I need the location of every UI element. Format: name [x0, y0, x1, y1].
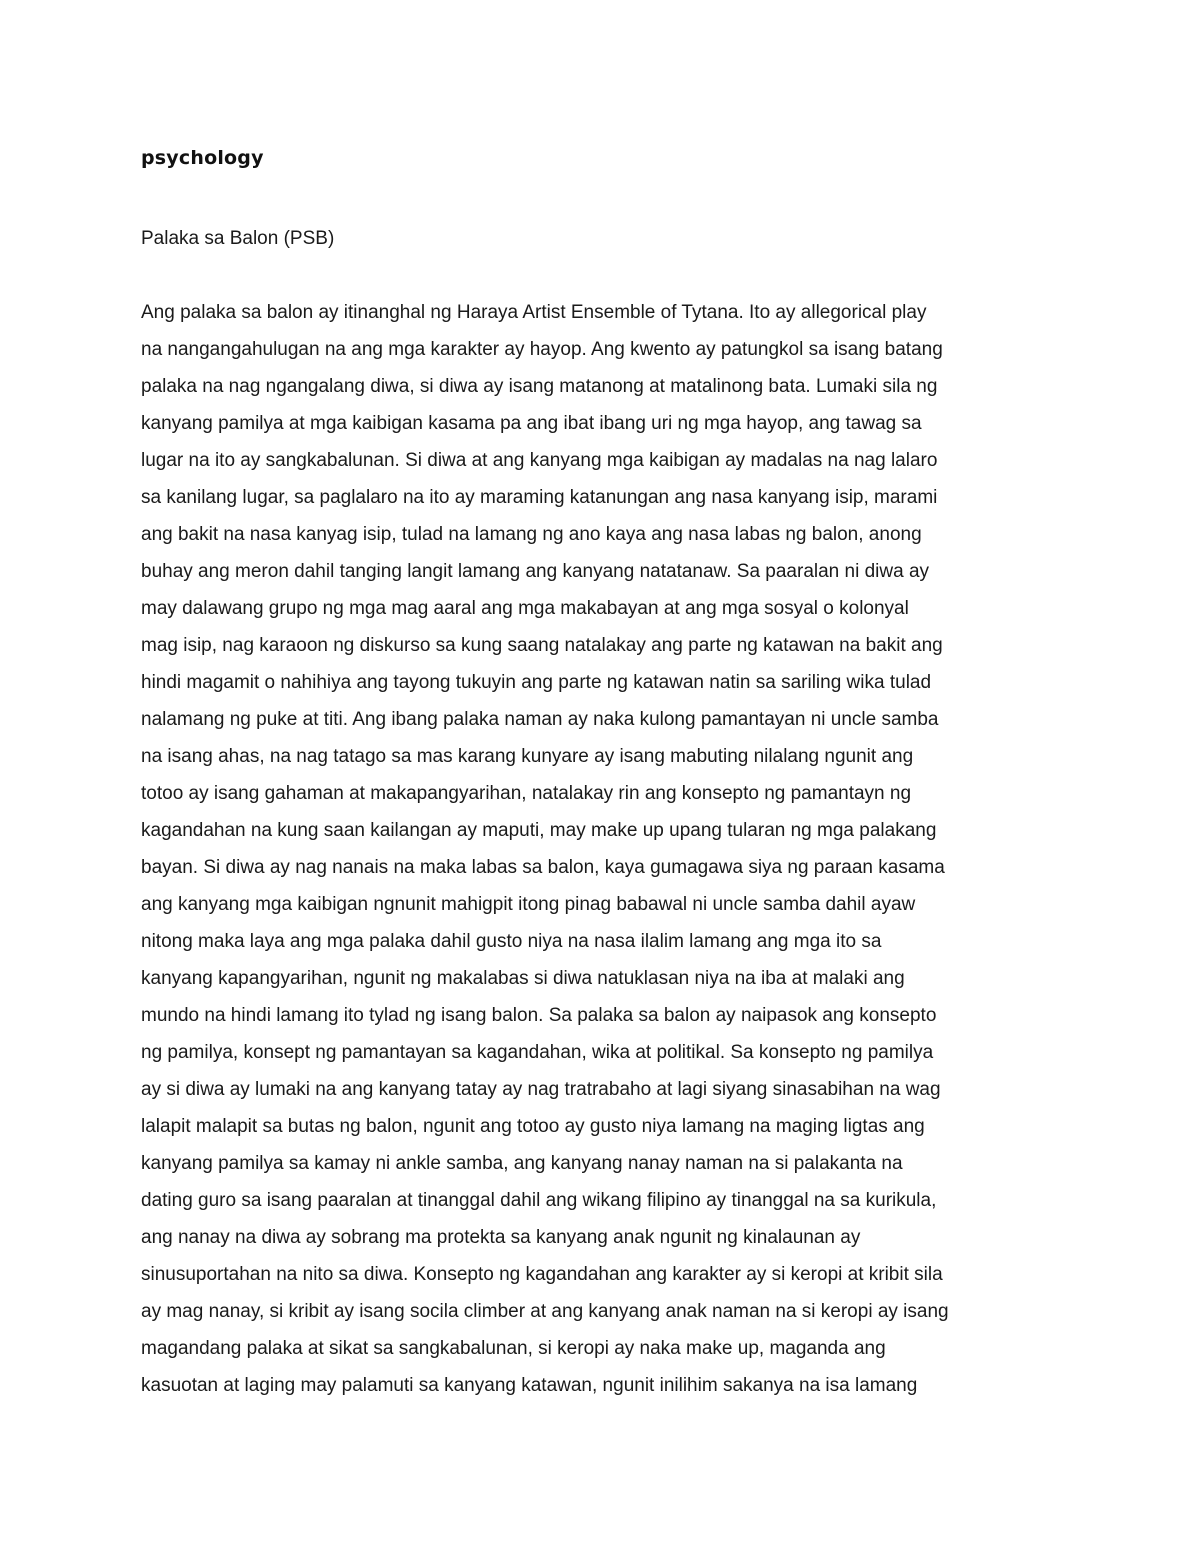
body-line: dating guro sa isang paaralan at tinanggal dahil ang wikang filipino ay tinanggal na sa kurikula,: [141, 1190, 937, 1211]
body-line: mundo na hindi lamang ito tylad ng isang balon. Sa palaka sa balon ay naipasok ang konsepto: [141, 1005, 937, 1026]
body-line: na nangangahulugan na ang mga karakter ay hayop. Ang kwento ay patungkol sa isang batang: [141, 339, 943, 360]
body-line: sinusuportahan na nito sa diwa. Konsepto ng kagandahan ang karakter ay si keropi at kribit sila: [141, 1264, 943, 1285]
body-line: Ang palaka sa balon ay itinanghal ng Haraya Artist Ensemble of Tytana. Ito ay allegorical play: [141, 302, 927, 323]
body-line: magandang palaka at sikat sa sangkabalunan, si keropi ay naka make up, maganda ang: [141, 1338, 886, 1359]
body-line: kagandahan na kung saan kailangan ay maputi, may make up upang tularan ng mga palakang: [141, 820, 937, 841]
body-line: kanyang pamilya at mga kaibigan kasama pa ang ibat ibang uri ng mga hayop, ang tawag sa: [141, 413, 922, 434]
document-content: [141, 140, 1081, 1404]
body-line: kanyang kapangyarihan, ngunit ng makalabas si diwa natuklasan niya na iba at malaki ang: [141, 968, 905, 989]
body-line: nitong maka laya ang mga palaka dahil gusto niya na nasa ilalim lamang ang mga ito sa: [141, 931, 882, 952]
body-line: ay si diwa ay lumaki na ang kanyang tatay ay nag tratrabaho at lagi siyang sinasabihan na wag: [141, 1079, 941, 1100]
body-line: na isang ahas, na nag tatago sa mas karang kunyare ay isang mabuting nilalang ngunit ang: [141, 746, 914, 767]
body-paragraph: [141, 294, 1081, 1404]
body-line: ang kanyang mga kaibigan ngnunit mahigpit itong pinag babawal ni uncle samba dahil ayaw: [141, 894, 916, 915]
body-line: kanyang pamilya sa kamay ni ankle samba, ang kanyang nanay naman na si palakanta na: [141, 1153, 903, 1174]
body-line: may dalawang grupo ng mga mag aaral ang mga makabayan at ang mga sosyal o kolonyal: [141, 598, 909, 619]
body-line: ay mag nanay, si kribit ay isang socila climber at ang kanyang anak naman na si keropi ay isang: [141, 1301, 949, 1322]
document-subtitle: Palaka sa Balon (PSB): [141, 228, 335, 249]
body-line: mag isip, nag karaoon ng diskurso sa kung saang natalakay ang parte ng katawan na bakit ang: [141, 635, 943, 656]
body-line: nalamang ng puke at titi. Ang ibang palaka naman ay naka kulong pamantayan ni uncle samba: [141, 709, 939, 730]
body-line: kasuotan at laging may palamuti sa kanyang katawan, ngunit inilihim sakanya na isa lamang: [141, 1375, 918, 1396]
body-line: lalapit malapit sa butas ng balon, ngunit ang totoo ay gusto niya lamang na maging ligtas ang: [141, 1116, 925, 1137]
body-line: ang bakit na nasa kanyag isip, tulad na lamang ng ano kaya ang nasa labas ng balon, anong: [141, 524, 922, 545]
body-line: bayan. Si diwa ay nag nanais na maka labas sa balon, kaya gumagawa siya ng paraan kasama: [141, 857, 945, 878]
body-line: ng pamilya, konsept ng pamantayan sa kagandahan, wika at politikal. Sa konsepto ng pamilya: [141, 1042, 934, 1063]
body-line: palaka na nag ngangalang diwa, si diwa ay isang matanong at matalinong bata. Lumaki sila ng: [141, 376, 938, 397]
document-title: psychology: [141, 147, 264, 169]
body-line: sa kanilang lugar, sa paglalaro na ito ay maraming katanungan ang nasa kanyang isip, marami: [141, 487, 938, 508]
body-line: ang nanay na diwa ay sobrang ma protekta sa kanyang anak ngunit ng kinalaunan ay: [141, 1227, 861, 1248]
body-line: hindi magamit o nahihiya ang tayong tukuyin ang parte ng katawan natin sa sariling wika tulad: [141, 672, 932, 693]
body-line: lugar na ito ay sangkabalunan. Si diwa at ang kanyang mga kaibigan ay madalas na nag lalaro: [141, 450, 938, 471]
body-line: buhay ang meron dahil tanging langit lamang ang kanyang natatanaw. Sa paaralan ni diwa ay: [141, 561, 930, 582]
body-line: totoo ay isang gahaman at makapangyarihan, natalakay rin ang konsepto ng pamantayn ng: [141, 783, 912, 804]
